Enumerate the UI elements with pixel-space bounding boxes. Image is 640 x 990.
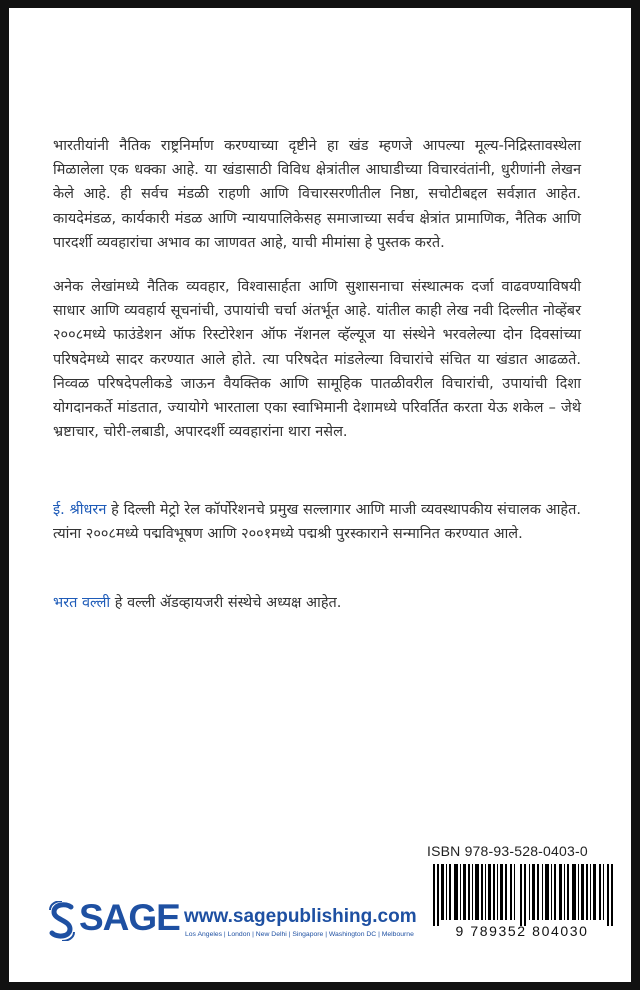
sage-logo-icon (48, 901, 76, 941)
author-bio-valli (53, 591, 581, 615)
author-bio-sreedharan (53, 498, 581, 546)
description-paragraph-2: अनेक लेखांमध्ये नैतिक व्यवहार, विश्वासार्हता आणि सुशासनाचा संस्थात्मक दर्जा वाढवण्याविषयी साधार आणि व्यवहार्य सूचनांची, उपायांची चर्चा अंतर्भूत आहे. यांतील काही लेख नवी दिल्लीत नोव्हेंबर २००८मध्ये फाउंडेशन ऑफ रिस्टोरेशन ऑफ नॅशनल व्हॅल्यूज या संस्थेने भरवलेल्या दोन दिवसांच्या परिषदेमध्ये सादर करण्यात आले होते. त्या परिषदेत मांडलेल्या विचारांचे संचित या खंडात आढळते. निव्वळ परिषदेपलीकडे जाऊन वैयक्तिक आणि सामूहिक पातळीवरील विचारांची, उपायांची दिशा योगदानकर्ते मांडतात, ज्यायोगे भारताला एका स्वाभिमानी देशामध्ये परिवर्तित करता येऊ शकेल – जेथे भ्रष्टाचार, चोरी-लबाडी, अपारदर्शी व्यवहारांना थारा नसेल. (53, 279, 581, 441)
barcode-digits: 9 789352 804030 (455, 923, 589, 939)
author-name-valli: भरत वल्ली (53, 595, 111, 611)
barcode-image (425, 864, 619, 930)
author-bio-text-valli: हे वल्ली ॲडव्हायजरी संस्थेचे अध्यक्ष आहेत. (110, 595, 342, 611)
publisher-url[interactable]: www.sagepublishing.com (184, 906, 417, 927)
description-paragraph-1: भारतीयांनी नैतिक राष्ट्रनिर्माण करण्याच्या दृष्टीने हा खंड म्हणजे आपल्या मूल्य-निद्रिस्तावस्थेला मिळालेला एक धक्का आहे. या खंडासाठी विविध क्षेत्रांतील आघाडीच्या विचारवंतांनी, धुरीणांनी लेखन केले आहे. ही सर्वच मंडळी राहणी आणि विचारसरणीतील निष्ठा, सचोटीबद्दल सर्वज्ञात आहेत. कायदेमंडळ, कार्यकारी मंडळ आणि न्यायपालिकेसह समाजाच्या सर्वच क्षेत्रांत प्रामाणिक, नैतिक आणि पारदर्शी व्यवहारांचा अभाव का जाणवत आहे, याची मीमांसा हे पुस्तक करते. (53, 138, 581, 251)
author-bio-text-sreedharan: हे दिल्ली मेट्रो रेल कॉर्पोरेशनचे प्रमुख सल्लागार आणि माजी व्यवस्थापकीय संचालक आहेत. त्यांना २००८मध्ये पद्मविभूषण आणि २००१मध्ये पद्मश्री पुरस्काराने सन्मानित करण्यात आले. (53, 502, 581, 543)
publisher-logo-text: SAGE (79, 897, 180, 938)
isbn-label: ISBN 978-93-528-0403-0 (427, 843, 588, 859)
back-cover (9, 8, 631, 982)
publisher-cities: Los Angeles | London | New Delhi | Singapore | Washington DC | Melbourne (185, 931, 414, 938)
author-name-sreedharan: ई. श्रीधरन (53, 502, 107, 518)
